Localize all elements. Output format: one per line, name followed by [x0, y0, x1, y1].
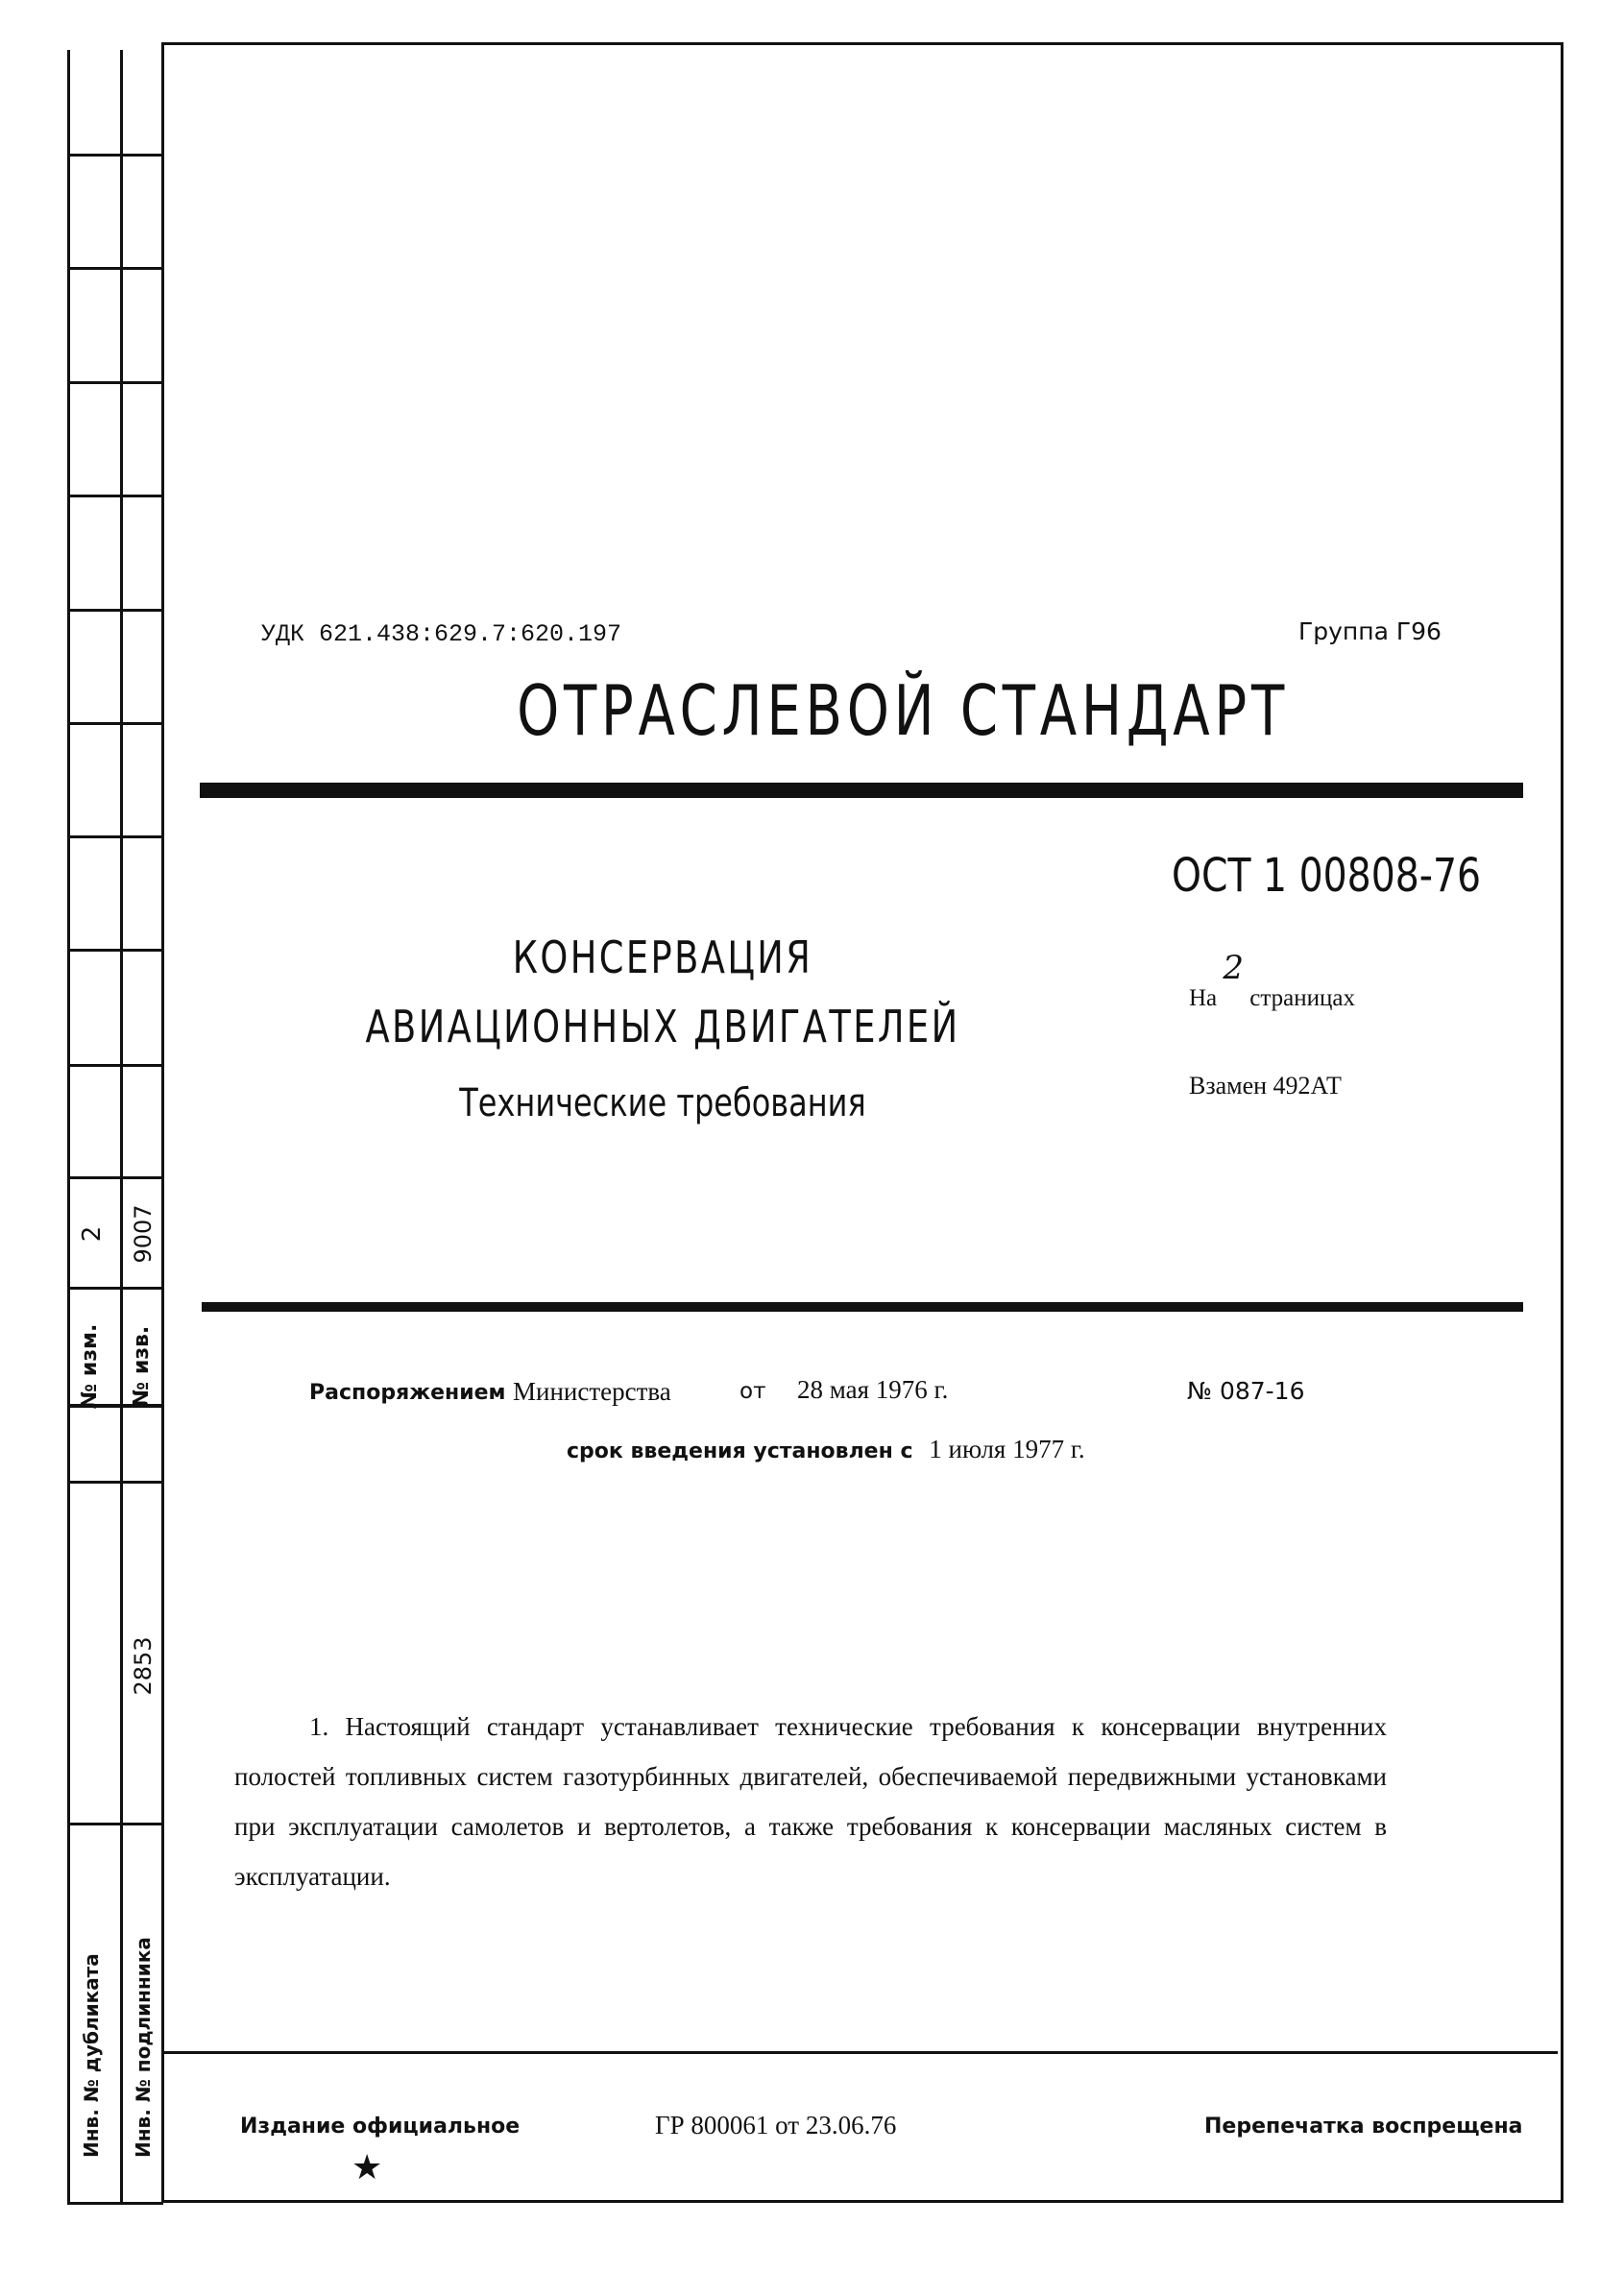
- orig-inventory-value: 2853: [130, 1636, 157, 1696]
- margin-row: [67, 949, 163, 952]
- margin-row: [67, 1287, 163, 1290]
- margin-row: [67, 1064, 163, 1067]
- udk-code: УДК 621.438:629.7:620.197: [261, 620, 622, 648]
- pages-info: [1189, 949, 1355, 1014]
- reprint-notice: Перепечатка воспрещена: [1204, 2115, 1523, 2139]
- effective-line: [567, 1435, 1085, 1464]
- order-rule: [202, 1302, 1523, 1312]
- izm-label: № изм.: [78, 1323, 102, 1410]
- pages-value: 2: [1223, 949, 1245, 987]
- body-paragraph-1: 1. Настоящий стандарт устанавливает технические требования к консервации внутренних полостей топливных систем газотурбинных двигателей, обеспечиваемой передвижными установками при эксплуатации самолетов и вертолетов, а также требования к консервации масляных систем в эксплуатации.: [234, 1712, 1387, 1891]
- margin-row: [67, 267, 163, 270]
- effective-date: 1 июля 1977 г.: [929, 1435, 1085, 1463]
- replaces-standard: Взамен 492АТ: [1189, 1072, 1342, 1100]
- margin-row: [67, 1481, 163, 1484]
- registration-number: ГР 800061 от 23.06.76: [655, 2111, 897, 2139]
- footer-rule: [163, 2051, 1558, 2054]
- margin-row: [67, 1823, 163, 1825]
- margin-line-bottom: [67, 2202, 163, 2205]
- margin-row: [67, 381, 163, 384]
- edition-label: Издание официальное: [240, 2115, 521, 2139]
- pages-prefix: На: [1189, 985, 1218, 1011]
- order-date: 28 мая 1976 г.: [797, 1375, 949, 1404]
- dup-inventory-label: Инв. № дубликата: [80, 1953, 103, 2158]
- order-number: № 087-16: [1187, 1377, 1305, 1405]
- orig-inventory-label: Инв. № подлинника: [132, 1937, 155, 2158]
- izv-value: 9007: [130, 1204, 157, 1264]
- margin-row: [67, 495, 163, 497]
- order-ministry: Министерства: [513, 1377, 671, 1406]
- standard-number: ОСТ 1 00808-76: [1172, 849, 1482, 903]
- subject-line-3: Технические требования: [459, 1081, 866, 1125]
- order-from: от: [739, 1379, 766, 1404]
- subject-line-1: КОНСЕРВАЦИЯ: [512, 931, 813, 983]
- margin-row: [67, 1176, 163, 1179]
- group-code: Группа Г96: [1298, 617, 1442, 645]
- margin-row: [67, 609, 163, 612]
- margin-row: [67, 722, 163, 725]
- order-label: Распоряжением: [309, 1381, 506, 1405]
- izm-value: 2: [78, 1225, 107, 1243]
- page-title: ОТРАСЛЕВОЙ СТАНДАРТ: [517, 670, 1289, 751]
- izv-label: № изв.: [130, 1325, 154, 1408]
- pages-suffix: страницах: [1249, 985, 1355, 1011]
- star-icon: ★: [351, 2148, 383, 2187]
- margin-line-middle: [120, 50, 123, 2205]
- margin-row: [67, 835, 163, 838]
- subject-line-2: АВИАЦИОННЫХ ДВИГАТЕЛЕЙ: [365, 1001, 960, 1052]
- effective-label: срок введения установлен с: [567, 1439, 913, 1463]
- margin-line-outer: [67, 50, 70, 2205]
- title-rule: [200, 783, 1523, 798]
- margin-row: [67, 154, 163, 157]
